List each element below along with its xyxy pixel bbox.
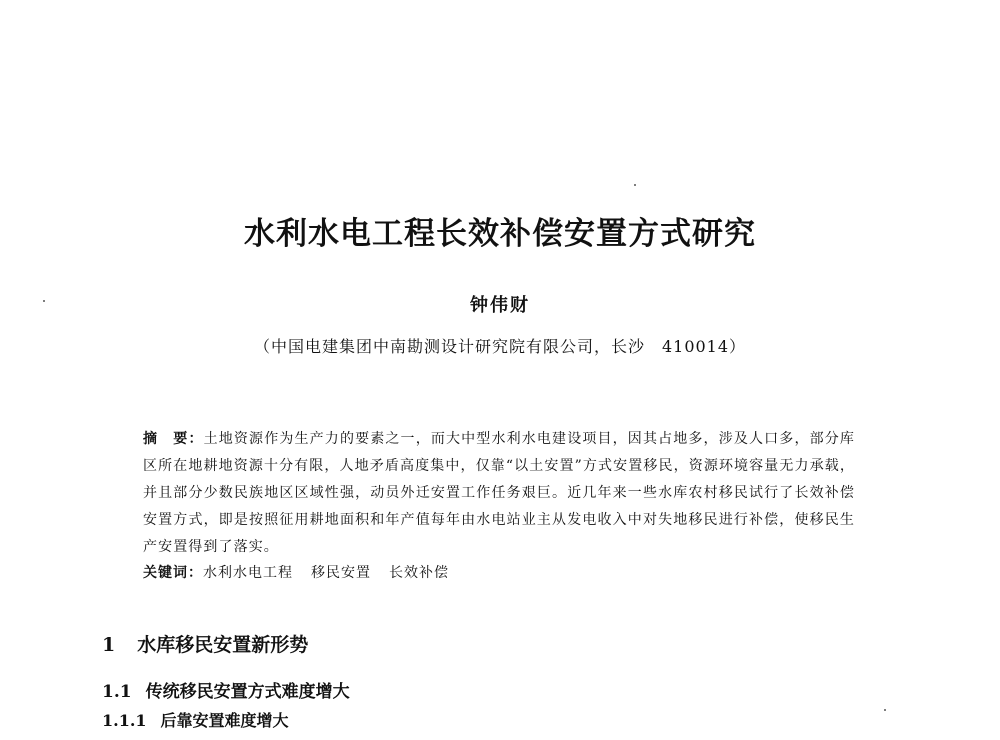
section-title: 后靠安置难度增大 [160,711,289,730]
keywords [143,561,467,585]
scan-speck [634,184,636,186]
section-number: 1.1.1 [102,711,147,730]
scan-speck [884,709,886,711]
section-heading-1-1-1 [102,709,289,733]
keywords-label: 关键词： [143,565,203,581]
section-heading-1-1 [102,680,350,704]
section-title: 水库移民安置新形势 [137,634,309,656]
section-heading-1 [102,632,308,658]
keyword-item: 移民安置 [311,565,371,581]
abstract-text: 土地资源作为生产力的要素之一，而大中型水利水电建设项目，因其占地多，涉及人口多，部分库区所在地耕地资源十分有限，人地矛盾高度集中，仅靠“以土安置”方式安置移民，资源环境容量无力承载，并且部分少数民族地区区域性强，动员外迁安置工作任务艰巨。近几年来一些水库农村移民试行了长效补偿安置方式，即是按照征用耕地面积和年产值每年由水电站业主从发电收入中对失地移民进行补偿，使移民生产安置得到了落实。 [143,431,855,555]
section-title: 传统移民安置方式难度增大 [145,682,350,702]
paper-title: 水利水电工程长效补偿安置方式研究 [244,216,756,252]
author-name: 钟伟财 [470,295,530,316]
abstract [143,426,855,561]
section-number: 1.1 [102,682,132,702]
keyword-item: 水利水电工程 [203,565,293,581]
abstract-label: 摘 要： [143,431,204,447]
author-affiliation: （中国电建集团中南勘测设计研究院有限公司，长沙 410014） [253,337,747,356]
keyword-item: 长效补偿 [389,565,449,581]
section-number: 1 [102,634,116,656]
